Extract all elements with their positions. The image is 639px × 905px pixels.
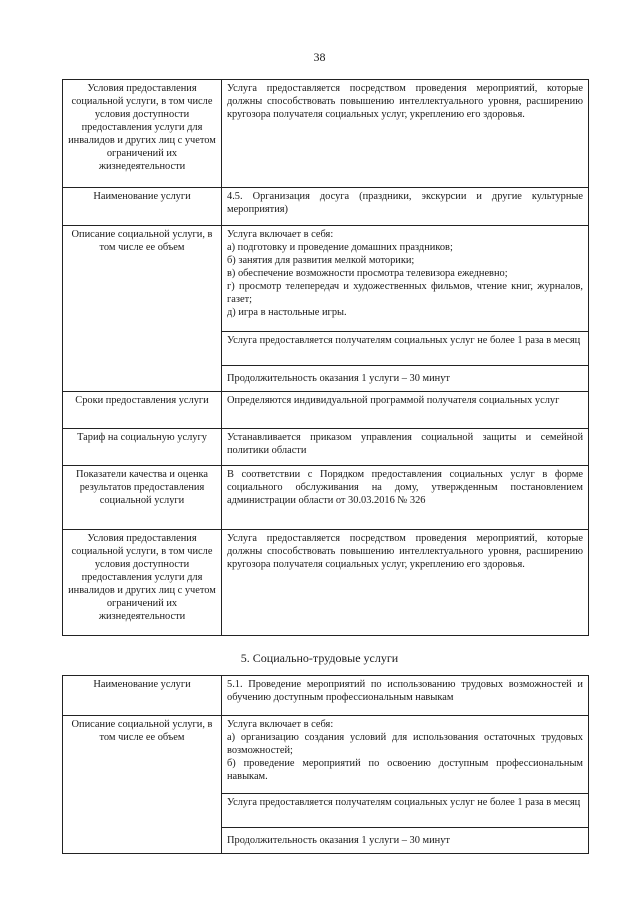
table-row — [63, 392, 589, 429]
frequency-value: Услуга предоставляется получателям социальных услуг не более 1 раза в месяц — [222, 794, 589, 828]
table-row — [63, 716, 589, 794]
list-item: г) просмотр телепередач и художественных фильмов, чтение книг, журналов, газет; — [227, 281, 583, 305]
list-item: а) подготовку и проведение домашних праздников; — [227, 242, 453, 253]
table-row — [63, 188, 589, 226]
row-value: Определяются индивидуальной программой получателя социальных услуг — [222, 392, 589, 429]
description-intro: Услуга включает в себя: — [227, 229, 334, 240]
row-label: Условия предоставления социальной услуги, в том числе условия доступности предоставления услуги для инвалидов и других лиц с учетом ограничений их жизнедеятельности — [63, 80, 222, 188]
list-item: б) проведение мероприятий по освоению доступным профессиональным навыкам. — [227, 758, 583, 782]
description-label: Описание социальной услуги, в том числе ее объем — [63, 226, 222, 392]
row-value: Услуга предоставляется посредством проведения мероприятий, которые должны способствовать повышению интеллектуального уровня, расширению кругозора получателя социальных услуг, укреплению его здоровья. — [222, 530, 589, 636]
row-value: В соответствии с Порядком предоставления социальных услуг в форме социального обслуживания на дому, утвержденным постановлением администрации области от 30.03.2016 № 326 — [222, 466, 589, 530]
list-item: а) организацию создания условий для использования остаточных трудовых возможностей; — [227, 732, 583, 756]
table-row — [63, 466, 589, 530]
row-label: Условия предоставления социальной услуги, в том числе условия доступности предоставления услуги для инвалидов и других лиц с учетом ограничений их жизнедеятельности — [63, 530, 222, 636]
list-item: б) занятия для развития мелкой моторики; — [227, 255, 415, 266]
description-contents — [222, 716, 589, 794]
table-row — [63, 80, 589, 188]
frequency-value: Услуга предоставляется получателям социальных услуг не более 1 раза в месяц — [222, 332, 589, 366]
table-row — [63, 530, 589, 636]
row-label: Наименование услуги — [63, 188, 222, 226]
list-item: в) обеспечение возможности просмотра телевизора ежедневно; — [227, 268, 508, 279]
duration-value: Продолжительность оказания 1 услуги – 30 минут — [222, 366, 589, 392]
row-label: Сроки предоставления услуги — [63, 392, 222, 429]
row-value: Устанавливается приказом управления социальной защиты и семейной политики области — [222, 429, 589, 466]
row-value: Услуга предоставляется посредством проведения мероприятий, которые должны способствовать повышению интеллектуального уровня, расширению кругозора получателя социальных услуг, укреплению его здоровья. — [222, 80, 589, 188]
services-table-1 — [62, 79, 589, 636]
service-name-value: 4.5. Организация досуга (праздники, экскурсии и другие культурные мероприятия) — [222, 188, 589, 226]
duration-value: Продолжительность оказания 1 услуги – 30 минут — [222, 828, 589, 854]
services-table-2 — [62, 675, 589, 854]
table-row — [63, 429, 589, 466]
list-item: д) игра в настольные игры. — [227, 307, 347, 318]
description-contents — [222, 226, 589, 332]
service-name-value: 5.1. Проведение мероприятий по использованию трудовых возможностей и обучению доступным профессиональным навыкам — [222, 676, 589, 716]
row-label: Тариф на социальную услугу — [63, 429, 222, 466]
table-row — [63, 226, 589, 332]
section-heading: 5. Социально-трудовые услуги — [240, 651, 399, 665]
page-number: 38 — [313, 50, 326, 64]
row-label: Показатели качества и оценка результатов предоставления социальной услуги — [63, 466, 222, 530]
table-row — [63, 676, 589, 716]
description-label: Описание социальной услуги, в том числе ее объем — [63, 716, 222, 854]
description-intro: Услуга включает в себя: — [227, 719, 334, 730]
row-label: Наименование услуги — [63, 676, 222, 716]
